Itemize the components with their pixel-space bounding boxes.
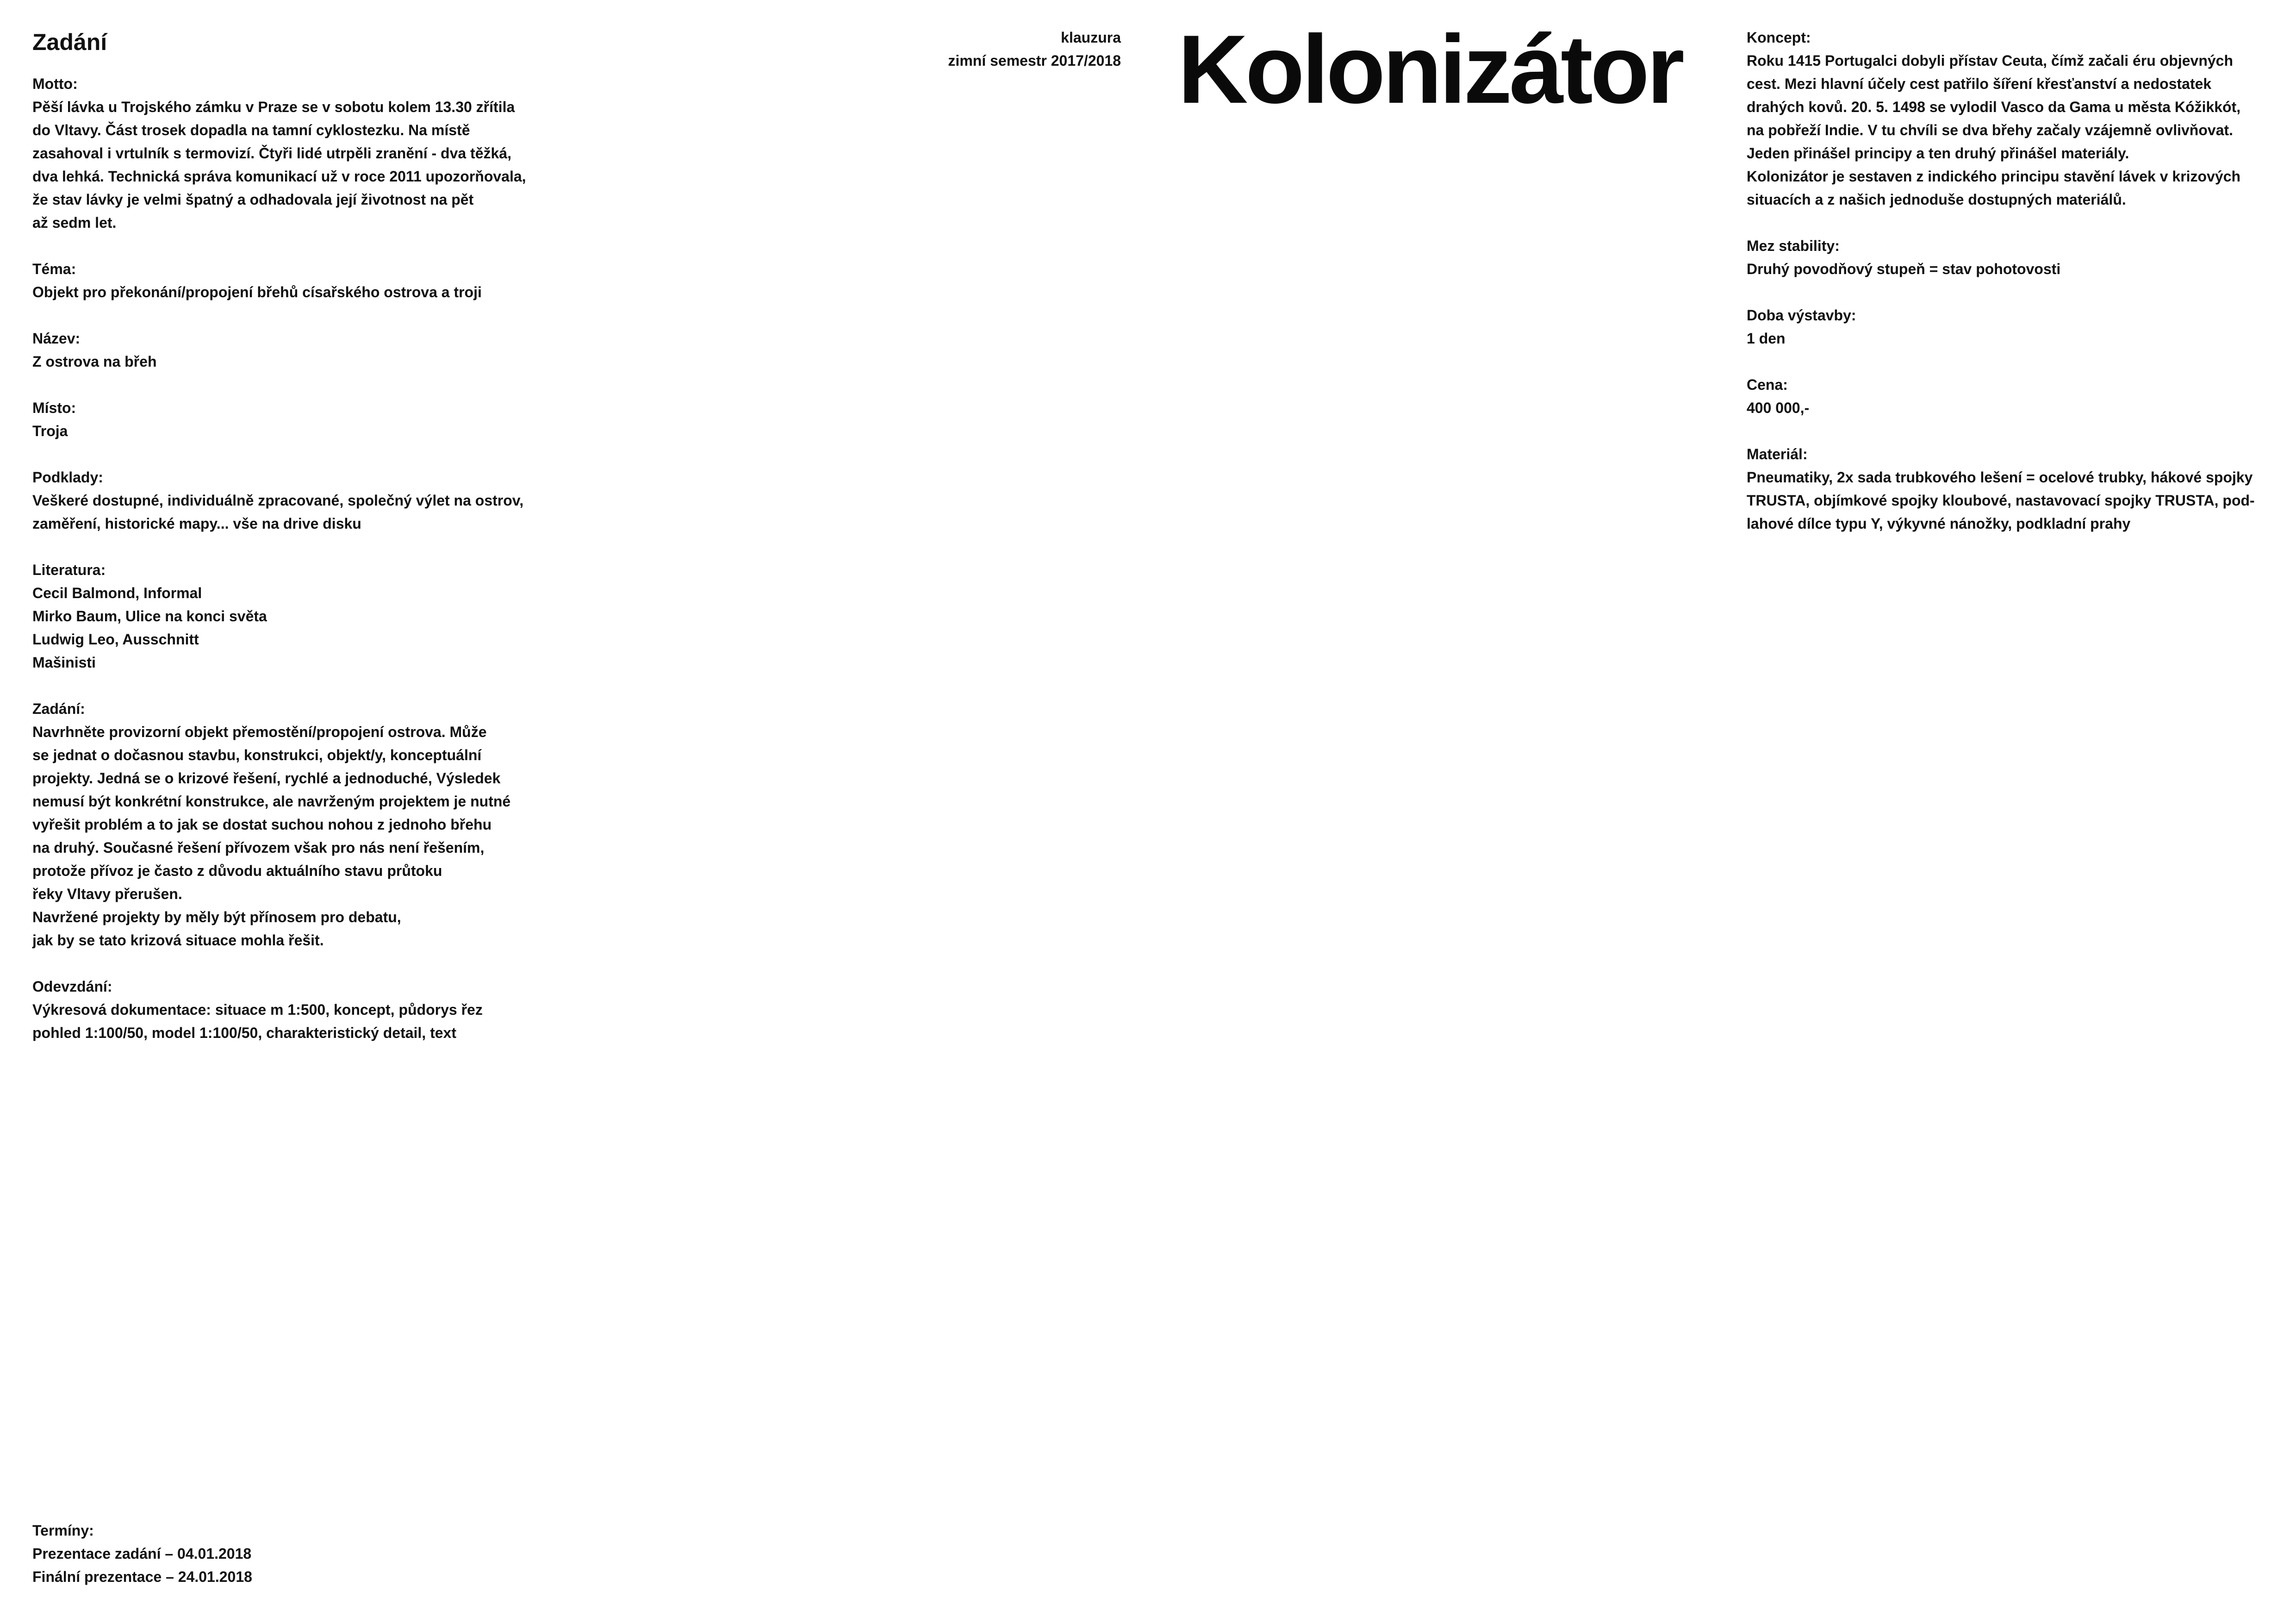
section-text-line: 400 000,- — [1747, 400, 1810, 416]
section-text-line: Troja — [32, 423, 68, 439]
section-label: Materiál: — [1747, 446, 1808, 462]
assignment-sections — [32, 72, 569, 1044]
section-text-line: Ludwig Leo, Ausschnitt — [32, 631, 199, 648]
section-text-line: Pěší lávka u Trojského zámku v Praze se v sobotu kolem 13.30 zřítila — [32, 99, 515, 115]
section-text-line: TRUSTA, objímkové spojky kloubové, nastavovací spojky TRUSTA, pod- — [1747, 492, 2255, 509]
section-text-line: řeky Vltavy přerušen. — [32, 886, 182, 902]
terms-block — [32, 1519, 569, 1588]
section-text-line: Z ostrova na břeh — [32, 353, 157, 370]
section-text-line: do Vltavy. Část trosek dopadla na tamní cyklostezku. Na místě — [32, 122, 470, 138]
section-text-line: dva lehká. Technická správa komunikací už v roce 2011 upozorňovala, — [32, 168, 526, 185]
section-podklady — [32, 466, 569, 535]
section-tema — [32, 257, 569, 304]
meta-course-type: klauzura — [1061, 29, 1121, 46]
section-text-line: Navrhněte provizorní objekt přemostění/propojení ostrova. Může — [32, 724, 487, 740]
section-text-line: drahých kovů. 20. 5. 1498 se vylodil Vasco da Gama u města Kóžikkót, — [1747, 99, 2241, 115]
concept-column — [1747, 26, 2279, 558]
section-label: Odevzdání: — [32, 978, 112, 995]
section-label: Zadání: — [32, 700, 85, 717]
section-text-line: pohled 1:100/50, model 1:100/50, charakteristický detail, text — [32, 1024, 456, 1041]
terms-lines — [32, 1542, 569, 1588]
section-text-line: zaměření, historické mapy... vše na drive disku — [32, 515, 361, 532]
section-text-line: Objekt pro překonání/propojení břehů císařského ostrova a troji — [32, 284, 482, 300]
section-text-line: zasahoval i vrtulník s termovizí. Čtyři lidé utrpěli zranění - dva těžká, — [32, 145, 511, 162]
section-zadani — [32, 697, 569, 952]
section-text-line: Druhý povodňový stupeň = stav pohotovosti — [1747, 261, 2061, 277]
section-text-line: situacích a z našich jednoduše dostupných materiálů. — [1747, 191, 2126, 208]
section-label: Doba výstavby: — [1747, 307, 1856, 324]
term-date-line: Prezentace zadání – 04.01.2018 — [32, 1545, 252, 1562]
section-text-line: cest. Mezi hlavní účely cest patřilo šíření křesťanství a nedostatek — [1747, 75, 2212, 92]
section-text-line: Navržené projekty by měly být přínosem pro debatu, — [32, 909, 401, 925]
section-label: Koncept: — [1747, 29, 1811, 46]
section-text-line: protože přívoz je často z důvodu aktuálního stavu průtoku — [32, 862, 442, 879]
section-text-line: Jeden přinášel principy a ten druhý přinášel materiály. — [1747, 145, 2129, 162]
section-literatura — [32, 558, 569, 674]
section-text-line: na pobřeží Indie. V tu chvíli se dva břehy začaly vzájemně ovlivňovat. — [1747, 122, 2234, 138]
section-label: Podklady: — [32, 469, 103, 486]
section-text-line: vyřešit problém a to jak se dostat suchou nohou z jednoho břehu — [32, 816, 492, 833]
section-text-line: Pneumatiky, 2x sada trubkového lešení = ocelové trubky, hákové spojky — [1747, 469, 2253, 486]
section-text-line: projekty. Jedná se o krizové řešení, rychlé a jednoduché, Výsledek — [32, 770, 501, 787]
term-date-line: Finální prezentace – 24.01.2018 — [32, 1568, 252, 1585]
section-label: Místo: — [32, 400, 76, 416]
section-misto — [32, 396, 569, 443]
section-text-line: Mirko Baum, Ulice na konci světa — [32, 608, 267, 625]
concept-sections — [1747, 26, 2279, 535]
section-text-line: jak by se tato krizová situace mohla řešit. — [32, 932, 324, 949]
assignment-heading: Zadání — [32, 29, 107, 55]
section-nazev — [32, 327, 569, 373]
section-text-line: Roku 1415 Portugalci dobyli přístav Ceuta, čímž začali éru objevných — [1747, 52, 2233, 69]
terms-label: Termíny: — [32, 1522, 94, 1539]
section-mez-stability — [1747, 234, 2279, 281]
page-title: Kolonizátor — [1178, 15, 1682, 124]
section-label: Literatura: — [32, 562, 106, 578]
section-text-line: se jednat o dočasnou stavbu, konstrukci, objekt/y, konceptuální — [32, 747, 482, 763]
header-meta — [787, 26, 1121, 72]
section-text-line: 1 den — [1747, 330, 1786, 347]
section-material — [1747, 443, 2279, 535]
section-text-line: na druhý. Současné řešení přívozem však pro nás není řešením, — [32, 839, 485, 856]
assignment-column — [32, 26, 569, 1068]
section-text-line: Mašinisti — [32, 654, 96, 671]
section-doba-vystavby — [1747, 304, 2279, 350]
section-cena — [1747, 373, 2279, 419]
section-text-line: lahové dílce typu Y, výkyvné nánožky, podkladní prahy — [1747, 515, 2131, 532]
section-label: Téma: — [32, 261, 76, 277]
section-text-line: že stav lávky je velmi špatný a odhadovala její životnost na pět — [32, 191, 474, 208]
section-odevzdani — [32, 975, 569, 1044]
section-label: Motto: — [32, 75, 78, 92]
section-label: Název: — [32, 330, 81, 347]
section-text-line: Kolonizátor je sestaven z indického principu stavění lávek v krizových — [1747, 168, 2241, 185]
meta-semester: zimní semestr 2017/2018 — [948, 52, 1121, 69]
section-text-line: Cecil Balmond, Informal — [32, 585, 202, 601]
section-motto — [32, 72, 569, 234]
section-label: Mez stability: — [1747, 237, 1840, 254]
section-text-line: nemusí být konkrétní konstrukce, ale navrženým projektem je nutné — [32, 793, 511, 810]
section-text-line: Veškeré dostupné, individuálně zpracované, společný výlet na ostrov, — [32, 492, 524, 509]
section-koncept — [1747, 26, 2279, 211]
section-text-line: Výkresová dokumentace: situace m 1:500, koncept, půdorys řez — [32, 1001, 483, 1018]
section-text-line: až sedm let. — [32, 214, 117, 231]
section-label: Cena: — [1747, 376, 1788, 393]
